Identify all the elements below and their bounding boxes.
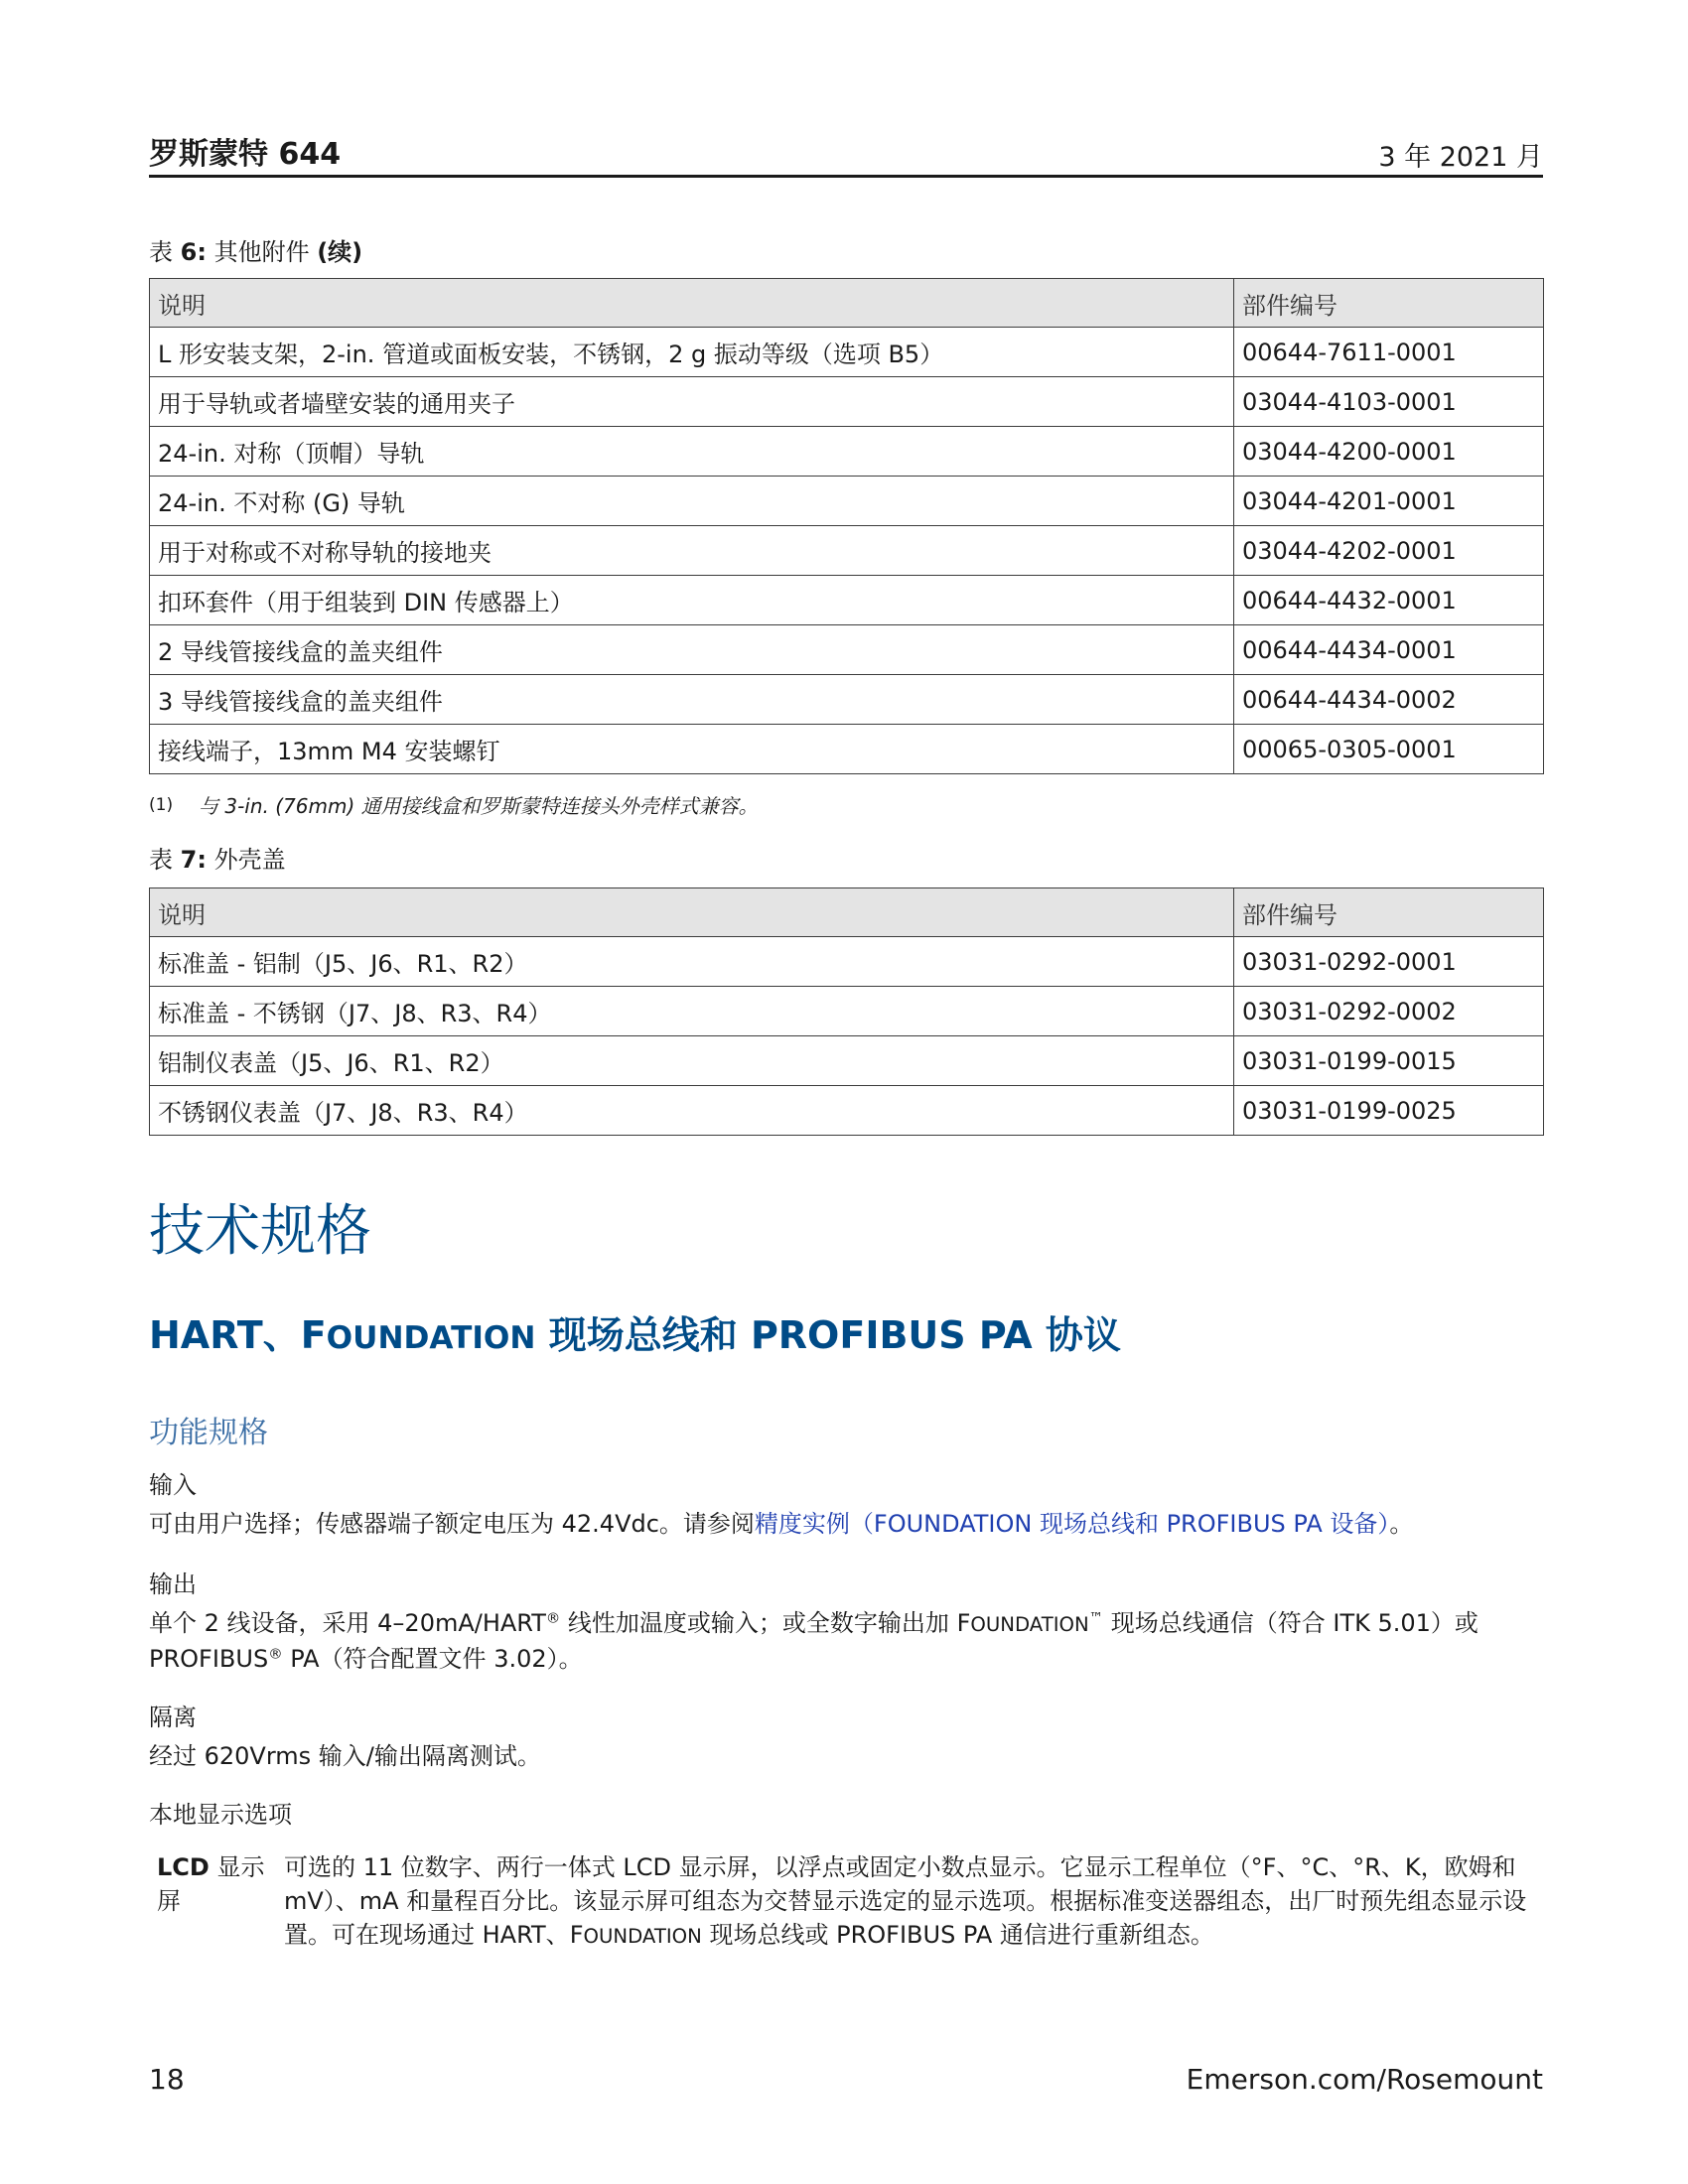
- table-row: [150, 328, 1544, 377]
- cell-description: 不锈钢仪表盖（J7、J8、R3、R4）: [150, 1086, 1234, 1136]
- table-row: [150, 625, 1544, 675]
- cell-description: 24-in. 不对称 (G) 导轨: [150, 477, 1234, 526]
- document-page: [149, 0, 1543, 2184]
- column-header-part-number: 部件编号: [1234, 279, 1544, 328]
- table-row: [150, 427, 1544, 477]
- cell-part-number: 00644-4434-0002: [1234, 675, 1544, 725]
- input-description: 可由用户选择；传感器端子额定电压为 42.4Vdc。请参阅精度实例（FOUNDATION 现场总线和 PROFIBUS PA 设备）。: [149, 1510, 1414, 1538]
- table-header-row: [150, 888, 1544, 937]
- cell-part-number: 03031-0292-0002: [1234, 987, 1544, 1036]
- cell-part-number: 00644-4434-0001: [1234, 625, 1544, 675]
- accuracy-example-link[interactable]: 精度实例（FOUNDATION 现场总线和 PROFIBUS PA 设备）: [754, 1510, 1390, 1538]
- lcd-display-description: 可选的 11 位数字、两行一体式 LCD 显示屏，以浮点或固定小数点显示。它显示工程单位（°F、°C、°R、K，欧姆和 mV）、mA 和量程百分比。该显示屏可组态为交替显示选定的显示选项。根据标准变送器组态，出厂时预先组态显示设置。可在现场通过 HART、FOUNDATION 现场总线或 PROFIBUS PA 通信进行重新组态。: [284, 1853, 1527, 1949]
- cell-part-number: 03031-0199-0015: [1234, 1036, 1544, 1086]
- table-row: [150, 1036, 1544, 1086]
- table7-housing-covers: [149, 887, 1544, 1136]
- table7-caption: 表 7: 外壳盖: [149, 846, 286, 874]
- cell-part-number: 00644-4432-0001: [1234, 576, 1544, 625]
- lcd-display-term: LCD 显示屏: [157, 1853, 265, 1915]
- table-header-row: [150, 279, 1544, 328]
- label-local-display: 本地显示选项: [149, 1801, 292, 1829]
- table-row: [150, 526, 1544, 576]
- column-header-description: 说明: [150, 888, 1234, 937]
- footer-website: Emerson.com/Rosemount: [1186, 2063, 1543, 2096]
- footnote-mark: (1): [149, 795, 174, 815]
- cell-part-number: 03044-4201-0001: [1234, 477, 1544, 526]
- output-description: 单个 2 线设备，采用 4–20mA/HART® 线性加温度或输入；或全数字输出加 FOUNDATION™ 现场总线通信（符合 ITK 5.01）或 PROFIBUS® PA（符合配置文件 3.02）。: [149, 1609, 1478, 1673]
- cell-description: 扣环套件（用于组装到 DIN 传感器上）: [150, 576, 1234, 625]
- label-output: 输出: [149, 1570, 197, 1598]
- cell-description: 24-in. 对称（顶帽）导轨: [150, 427, 1234, 477]
- table-row: [150, 576, 1544, 625]
- cell-part-number: 03044-4200-0001: [1234, 427, 1544, 477]
- table6-footnote: [149, 790, 759, 819]
- table-row: [150, 987, 1544, 1036]
- subsection-heading-protocols: HART、FOUNDATION 现场总线和 PROFIBUS PA 协议: [149, 1313, 1121, 1357]
- table-row: [150, 937, 1544, 987]
- table6-other-accessories: [149, 278, 1544, 774]
- cell-part-number: 03031-0199-0025: [1234, 1086, 1544, 1136]
- table6-caption: 表 6: 其他附件 (续): [149, 238, 363, 266]
- document-title: 罗斯蒙特 644: [149, 137, 342, 172]
- cell-description: 标准盖 - 不锈钢（J7、J8、R3、R4）: [150, 987, 1234, 1036]
- document-date: 3 年 2021 月: [1378, 142, 1543, 173]
- cell-part-number: 03044-4103-0001: [1234, 377, 1544, 427]
- cell-description: L 形安装支架，2-in. 管道或面板安装，不锈钢，2 g 振动等级（选项 B5）: [150, 328, 1234, 377]
- table-row: [150, 1086, 1544, 1136]
- cell-description: 用于导轨或者墙壁安装的通用夹子: [150, 377, 1234, 427]
- label-isolation: 隔离: [149, 1704, 197, 1731]
- table-row: [150, 675, 1544, 725]
- cell-description: 铝制仪表盖（J5、J6、R1、R2）: [150, 1036, 1234, 1086]
- cell-description: 标准盖 - 铝制（J5、J6、R1、R2）: [150, 937, 1234, 987]
- column-header-part-number: 部件编号: [1234, 888, 1544, 937]
- isolation-description: 经过 620Vrms 输入/输出隔离测试。: [149, 1742, 541, 1770]
- cell-description: 用于对称或不对称导轨的接地夹: [150, 526, 1234, 576]
- cell-part-number: 03044-4202-0001: [1234, 526, 1544, 576]
- cell-part-number: 03031-0292-0001: [1234, 937, 1544, 987]
- cell-description: 接线端子，13mm M4 安装螺钉: [150, 725, 1234, 774]
- cell-part-number: 00644-7611-0001: [1234, 328, 1544, 377]
- column-header-description: 说明: [150, 279, 1234, 328]
- table-row: [150, 477, 1544, 526]
- page-number: 18: [149, 2063, 185, 2096]
- table-row: [150, 377, 1544, 427]
- cell-description: 3 导线管接线盒的盖夹组件: [150, 675, 1234, 725]
- cell-part-number: 00065-0305-0001: [1234, 725, 1544, 774]
- heading-functional-specifications: 功能规格: [149, 1416, 268, 1450]
- footnote-text: 与 3-in. (76mm) 通用接线盒和罗斯蒙特连接头外壳样式兼容。: [199, 794, 759, 818]
- table-row: [150, 725, 1544, 774]
- label-input: 输入: [149, 1471, 197, 1499]
- cell-description: 2 导线管接线盒的盖夹组件: [150, 625, 1234, 675]
- page-header: [149, 125, 1543, 178]
- section-heading-specifications: 技术规格: [149, 1199, 371, 1264]
